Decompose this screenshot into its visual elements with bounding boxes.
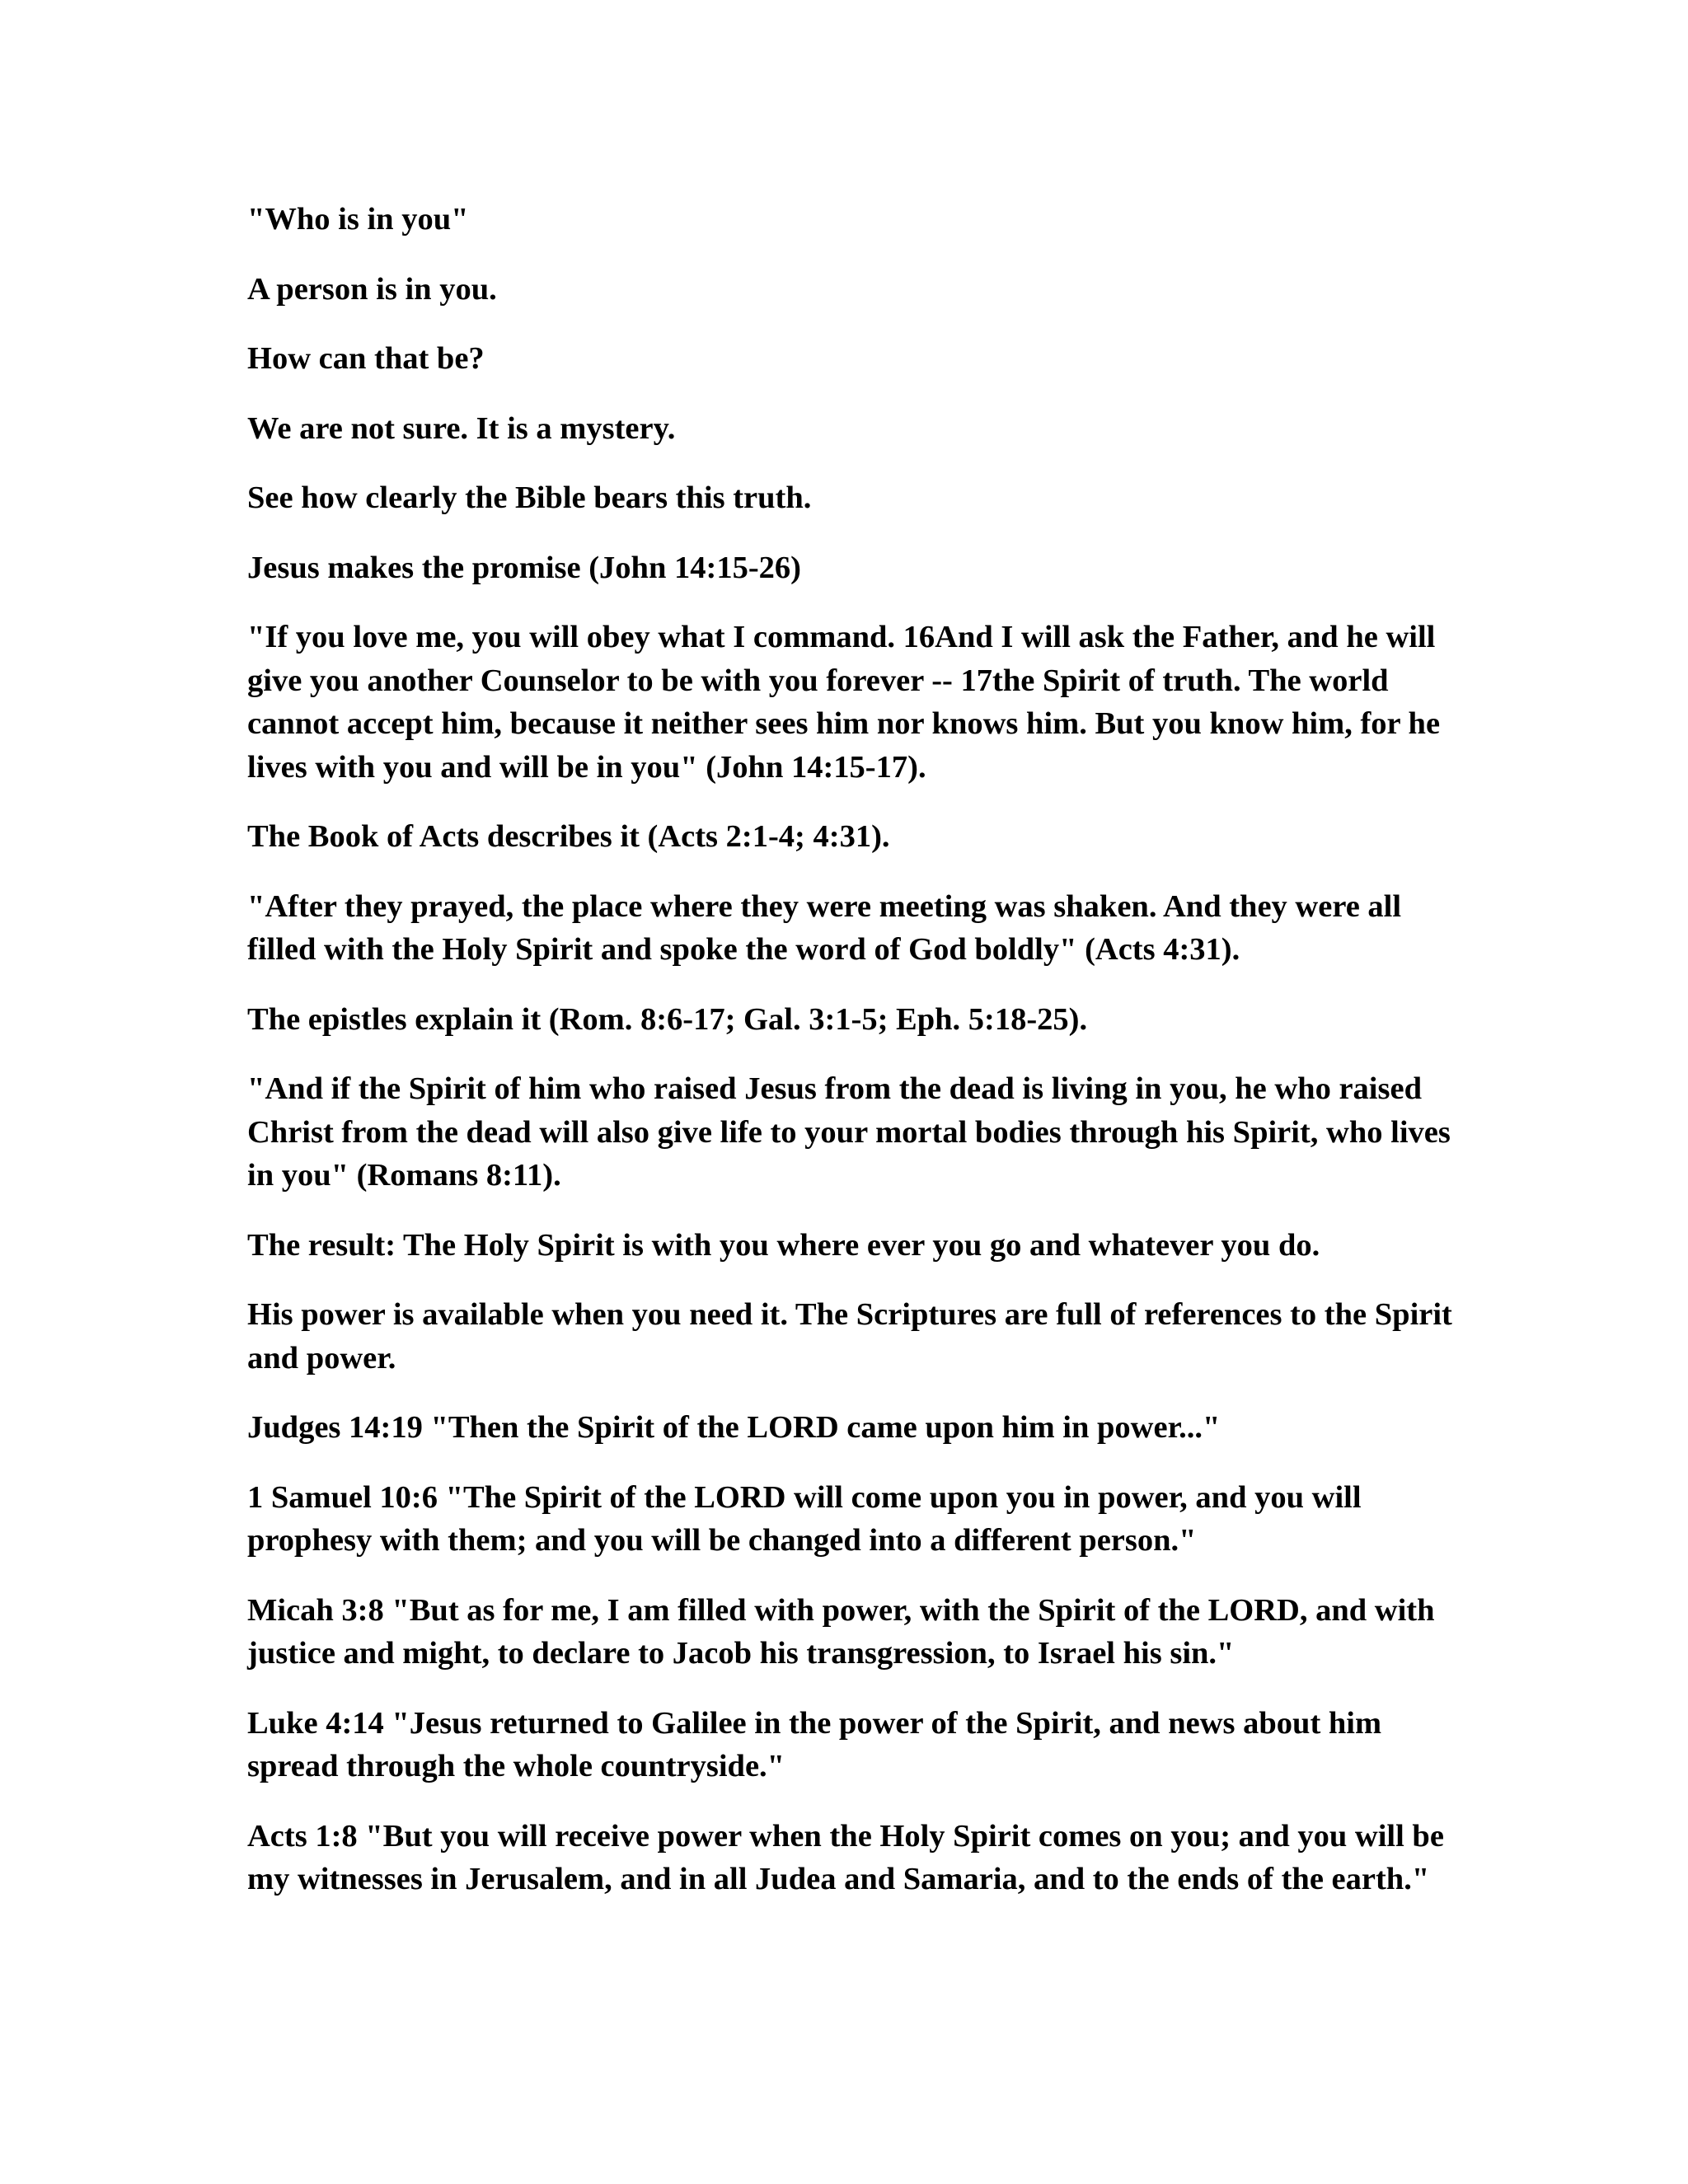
scripture-reference: Luke 4:14 "Jesus returned to Galilee in the power of the Spirit, and news about him spread through the whole countryside." [247,1705,1382,1783]
scripture-reference: Acts 1:8 "But you will receive power when the Holy Spirit comes on you; and you will be my witnesses in Jerusalem, and in all Judea and Samaria, and to the ends of the earth." [247,1818,1444,1896]
paragraph: The Book of Acts describes it (Acts 2:1-4; 4:31). [247,819,890,854]
scripture-reference: 1 Samuel 10:6 "The Spirit of the LORD will come upon you in power, and you will prophesy with them; and you will be changed into a different person." [247,1479,1362,1558]
paragraph: See how clearly the Bible bears this truth. [247,480,812,515]
heading-who-is-in-you: "Who is in you" [247,202,469,237]
paragraph: Jesus makes the promise (John 14:15-26) [247,550,801,585]
paragraph: We are not sure. It is a mystery. [247,410,676,446]
paragraph: The epistles explain it (Rom. 8:6-17; Gal. 3:1-5; Eph. 5:18-25). [247,1001,1088,1037]
scripture-reference: Micah 3:8 "But as for me, I am filled with power, with the Spirit of the LORD, and with justice and might, to declare to Jacob his transgression, to Israel his sin." [247,1592,1435,1671]
scripture-quote: "If you love me, you will obey what I command. 16And I will ask the Father, and he will give you another Counselor to be with you forever -- 17the Spirit of truth. The world cannot accept him, because it neither sees him nor knows him. But you know him, for he lives with you and will be in you" (John 14:15-17). [247,620,1441,785]
paragraph: A person is in you. [247,271,497,307]
paragraph: The result: The Holy Spirit is with you where ever you go and whatever you do. [247,1227,1320,1263]
scripture-reference: Judges 14:19 "Then the Spirit of the LORD came upon him in power..." [247,1410,1221,1445]
document-body [247,198,1459,1901]
scripture-quote: "After they prayed, the place where they were meeting was shaken. And they were all filled with the Holy Spirit and spoke the word of God boldly" (Acts 4:31). [247,888,1402,967]
paragraph: How can that be? [247,341,485,376]
scripture-quote: "And if the Spirit of him who raised Jesus from the dead is living in you, he who raised Christ from the dead will also give life to your mortal bodies through his Spirit, who lives in you" (Romans 8:11). [247,1071,1451,1193]
paragraph: His power is available when you need it. The Scriptures are full of references to the Spirit and power. [247,1297,1452,1376]
